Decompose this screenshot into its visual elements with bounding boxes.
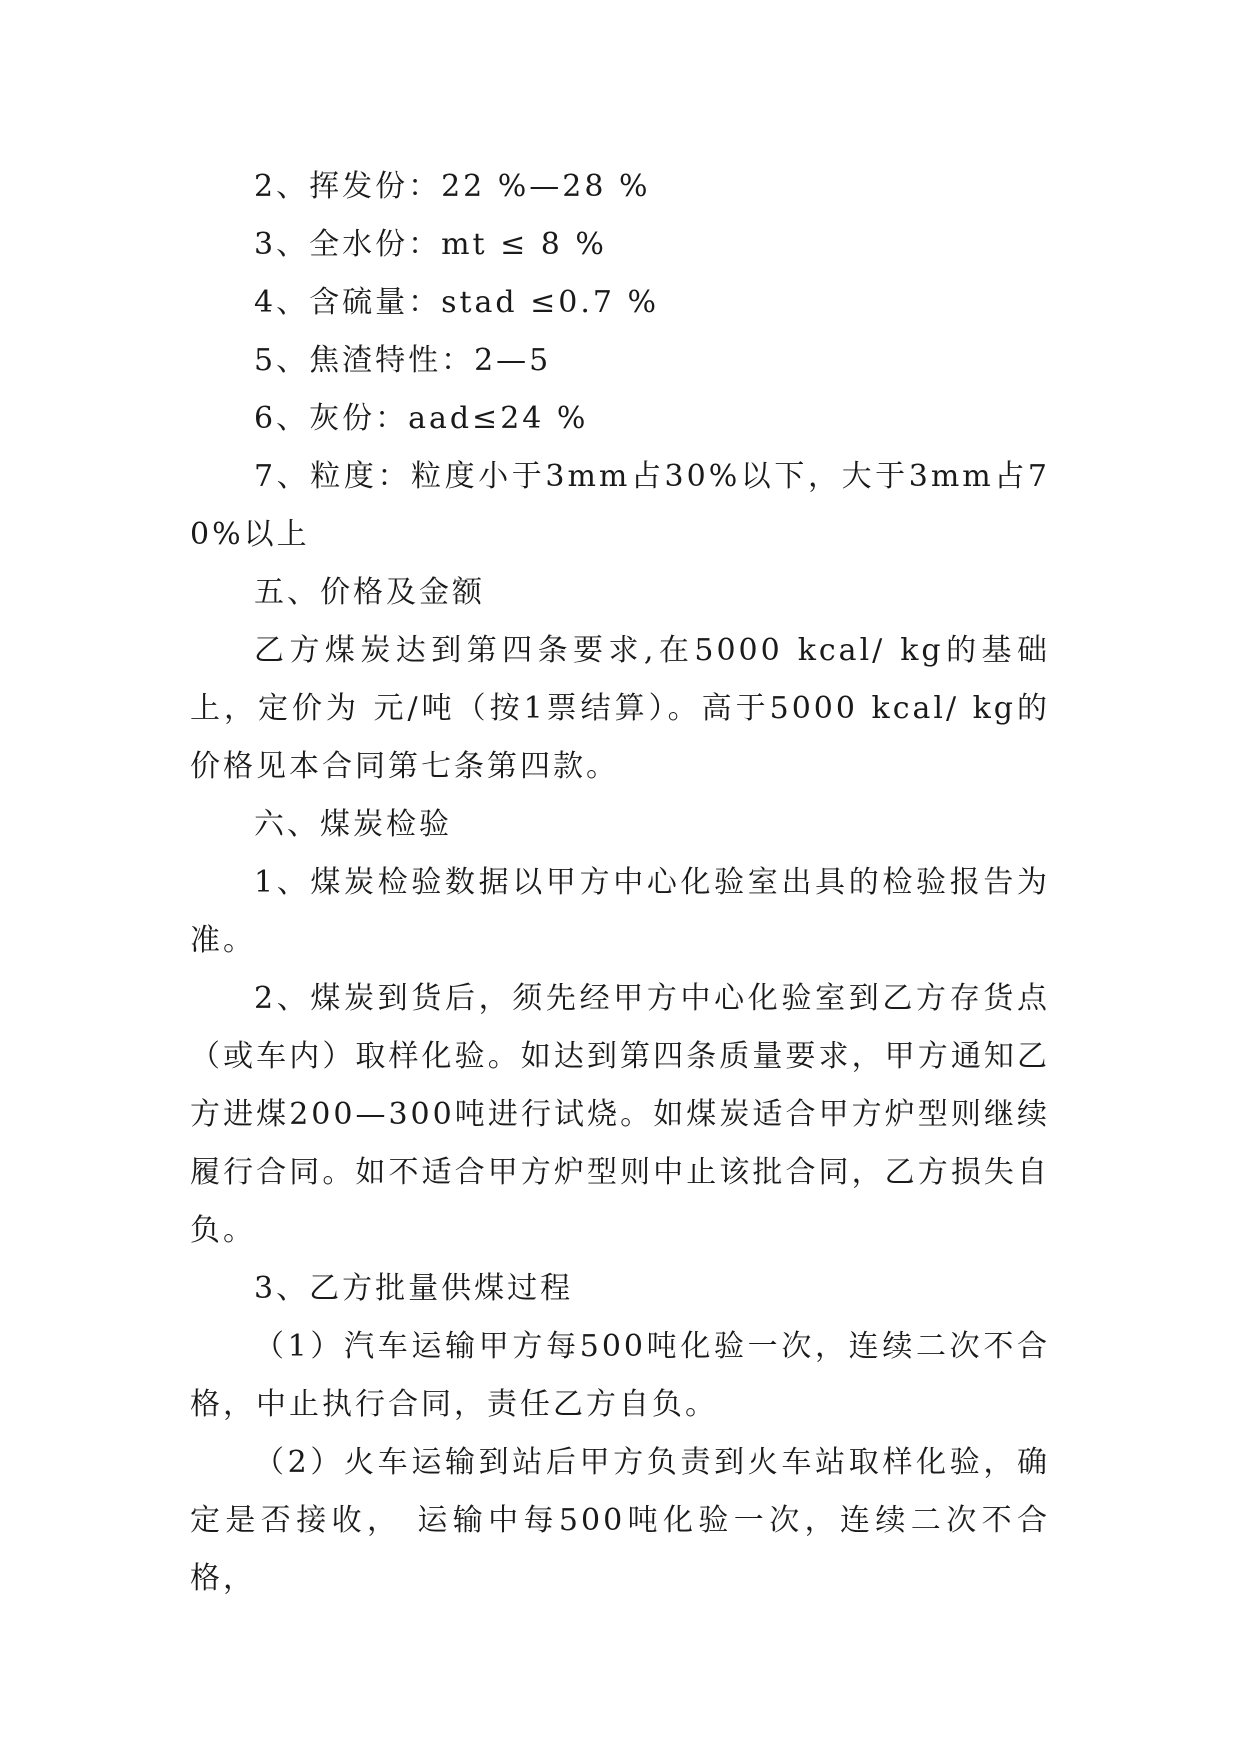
paragraph-ash-content: 6、灰份：aad≤24 % <box>254 401 589 436</box>
paragraph-price-terms: 乙方煤炭达到第四条要求,在5000 kcal/ kg的基础上，定价为 元/吨（按1票结算）。高于5000 kcal/ kg的价格见本合同第七条第四款。 <box>190 633 1050 784</box>
paragraph-total-moisture: 3、全水份：mt ≤ 8 % <box>254 227 607 262</box>
section-heading-price: 五、价格及金额 <box>254 575 485 610</box>
paragraph-volatile-matter: 2、挥发份：22 %—28 % <box>254 169 651 204</box>
paragraph-inspection-basis: 1、煤炭检验数据以甲方中心化验室出具的检验报告为准。 <box>190 865 1050 958</box>
paragraph-arrival-sampling: 2、煤炭到货后，须先经甲方中心化验室到乙方存货点（或车内）取样化验。如达到第四条质量要求，甲方通知乙方进煤200—300吨进行试烧。如煤炭适合甲方炉型则继续履行合同。如不适合甲方炉型则中止该批合同，乙方损失自负。 <box>190 981 1050 1248</box>
paragraph-coke-residue: 5、焦渣特性：2—5 <box>254 343 552 378</box>
paragraph-rail-transport: （2）火车运输到站后甲方负责到火车站取样化验，确定是否接收， 运输中每500吨化验一次，连续二次不合格， <box>190 1445 1050 1596</box>
paragraph-particle-size: 7、粒度：粒度小于3mm占30%以下，大于3mm占70%以上 <box>190 459 1050 552</box>
section-heading-inspection: 六、煤炭检验 <box>254 807 452 842</box>
paragraph-sulfur-content: 4、含硫量：stad ≤0.7 % <box>254 285 660 320</box>
paragraph-truck-transport: （1）汽车运输甲方每500吨化验一次，连续二次不合格，中止执行合同，责任乙方自负。 <box>190 1329 1050 1422</box>
paragraph-batch-supply: 3、乙方批量供煤过程 <box>254 1271 574 1306</box>
document-body <box>190 158 1050 1608</box>
